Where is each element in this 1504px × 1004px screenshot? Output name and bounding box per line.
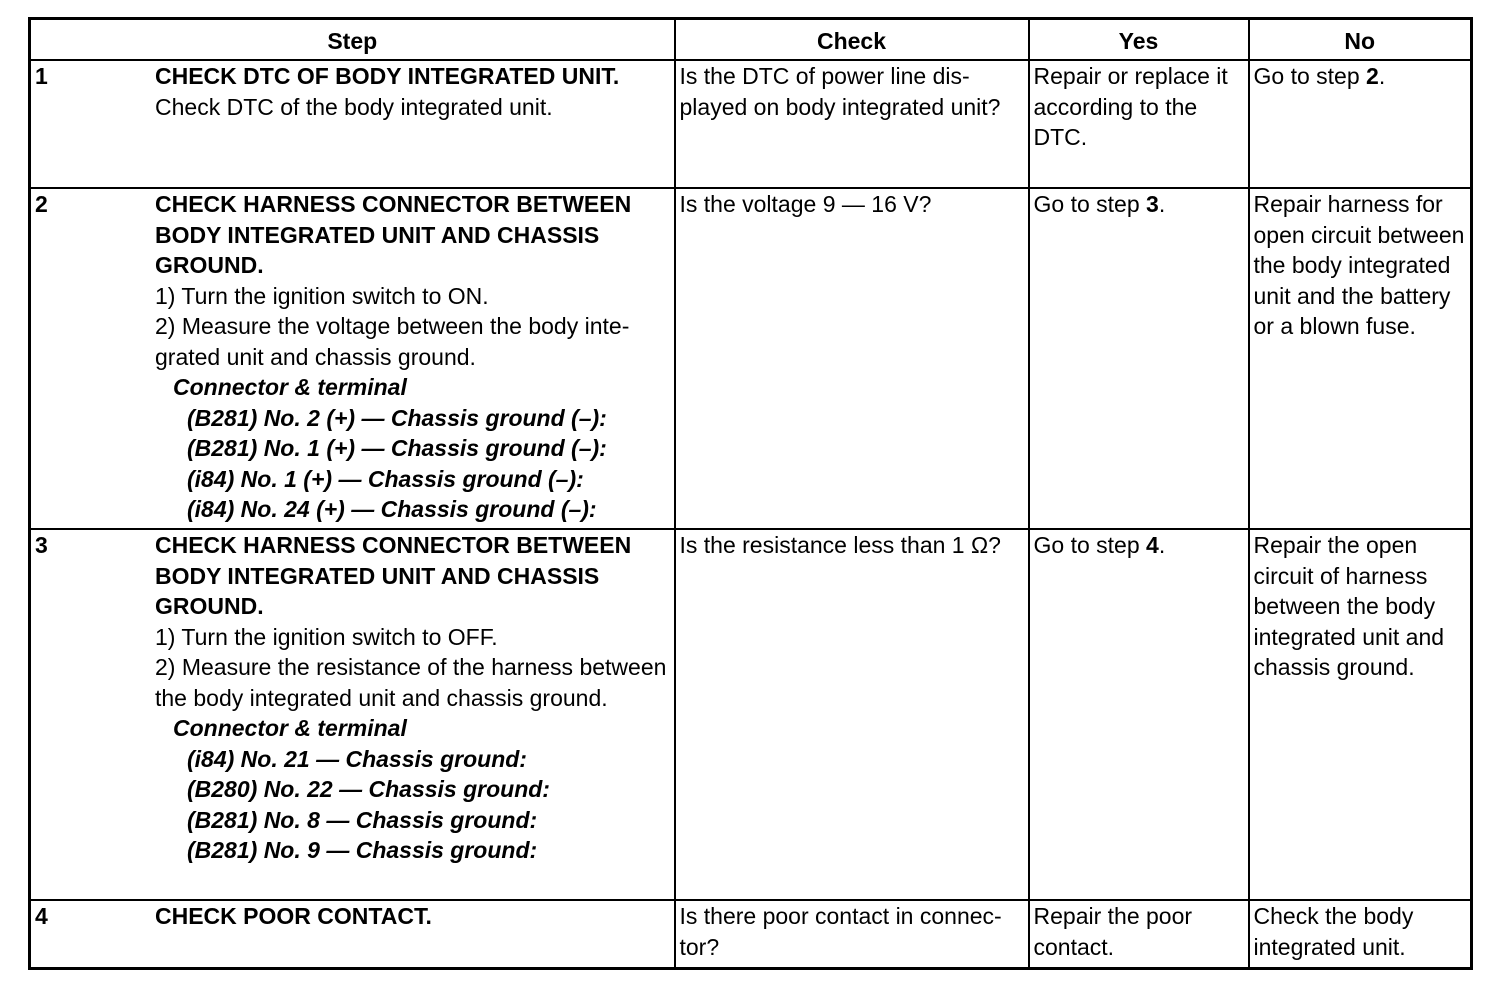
step-title: CHECK HARNESS CONNECTOR BETWEEN BODY INTEGRATED UNIT AND CHASSIS GROUND. <box>155 191 632 278</box>
step-instruction: 1) Turn the ignition switch to OFF. <box>155 623 498 650</box>
yes-step-ref: 3 <box>1146 191 1159 217</box>
header-row <box>30 19 1472 61</box>
step-instruction: Check DTC of the body integrated unit. <box>155 93 553 120</box>
check-text: Is there poor contact in connec- <box>679 903 1002 929</box>
yes-cell <box>1029 529 1249 900</box>
table-row <box>30 188 1472 529</box>
step-cell <box>30 900 675 968</box>
diagnostic-table <box>28 17 1473 970</box>
step-title: CHECK POOR CONTACT. <box>155 903 432 929</box>
step-instruction: 1) Turn the ignition switch to ON. <box>155 282 489 309</box>
yes-cell: Repair or replace it according to the DTC. <box>1029 60 1249 188</box>
no-step-ref: 2 <box>1366 63 1379 89</box>
no-cell: Check the body integrated unit. <box>1249 900 1472 968</box>
terminal-line: (B281) No. 9 — Chassis ground: <box>187 837 538 863</box>
no-suffix: . <box>1378 63 1386 89</box>
step-instruction: 2) Measure the voltage between the body inte-grated unit and chassis ground. <box>155 313 630 370</box>
header-yes: Yes <box>1029 19 1249 61</box>
step-number: 4 <box>35 903 48 929</box>
check-cell <box>675 60 1029 188</box>
check-cell: Is the voltage 9 — 16 V? <box>675 188 1029 529</box>
no-cell: Repair harness for open circuit between the body integrated unit and the battery or a blown fuse. <box>1249 188 1472 529</box>
check-cell <box>675 900 1029 968</box>
no-cell: Repair the open circuit of harness between the body integrated unit and chassis ground. <box>1249 529 1472 900</box>
header-step: Step <box>30 19 675 61</box>
yes-suffix: . <box>1158 532 1166 558</box>
step-cell <box>30 529 675 900</box>
step-cell <box>30 60 675 188</box>
step-title: CHECK DTC OF BODY INTEGRATED UNIT. <box>155 63 620 89</box>
yes-cell: Repair the poor contact. <box>1029 900 1249 968</box>
yes-text: Go to step <box>1033 191 1147 217</box>
yes-cell <box>1029 188 1249 529</box>
step-number: 3 <box>35 532 48 558</box>
yes-step-ref: 4 <box>1146 532 1159 558</box>
header-no: No <box>1249 19 1472 61</box>
table-row <box>30 900 1472 968</box>
connector-label: Connector & terminal <box>173 374 407 400</box>
terminal-line: (B281) No. 1 (+) — Chassis ground (–): <box>187 435 607 461</box>
yes-text: Go to step <box>1033 532 1147 558</box>
step-instruction: 2) Measure the resistance of the harness between the body integrated unit and chassis ground. <box>155 654 667 711</box>
step-title: CHECK HARNESS CONNECTOR BETWEEN BODY INTEGRATED UNIT AND CHASSIS GROUND. <box>155 532 632 619</box>
step-number: 2 <box>35 191 48 217</box>
table-row <box>30 529 1472 900</box>
yes-suffix: . <box>1158 191 1166 217</box>
check-text-cont: played on body integrated unit? <box>679 93 1001 120</box>
check-text-cont: tor? <box>679 933 720 960</box>
terminal-line: (i84) No. 21 — Chassis ground: <box>187 745 527 772</box>
terminal-line: (i84) No. 24 (+) — Chassis ground (–): <box>187 496 597 522</box>
step-cell <box>30 188 675 529</box>
check-cell: Is the resistance less than 1 Ω? <box>675 529 1029 900</box>
connector-label: Connector & terminal <box>173 715 407 741</box>
terminal-line: (i84) No. 1 (+) — Chassis ground (–): <box>187 465 584 492</box>
no-cell <box>1249 60 1472 188</box>
no-text: Go to step <box>1253 63 1367 89</box>
terminal-line: (B281) No. 8 — Chassis ground: <box>187 806 538 833</box>
header-check: Check <box>675 19 1029 61</box>
terminal-line: (B280) No. 22 — Chassis ground: <box>187 776 550 802</box>
step-number: 1 <box>35 63 48 89</box>
table-row <box>30 60 1472 188</box>
check-text: Is the DTC of power line dis- <box>679 63 970 89</box>
terminal-line: (B281) No. 2 (+) — Chassis ground (–): <box>187 404 607 431</box>
